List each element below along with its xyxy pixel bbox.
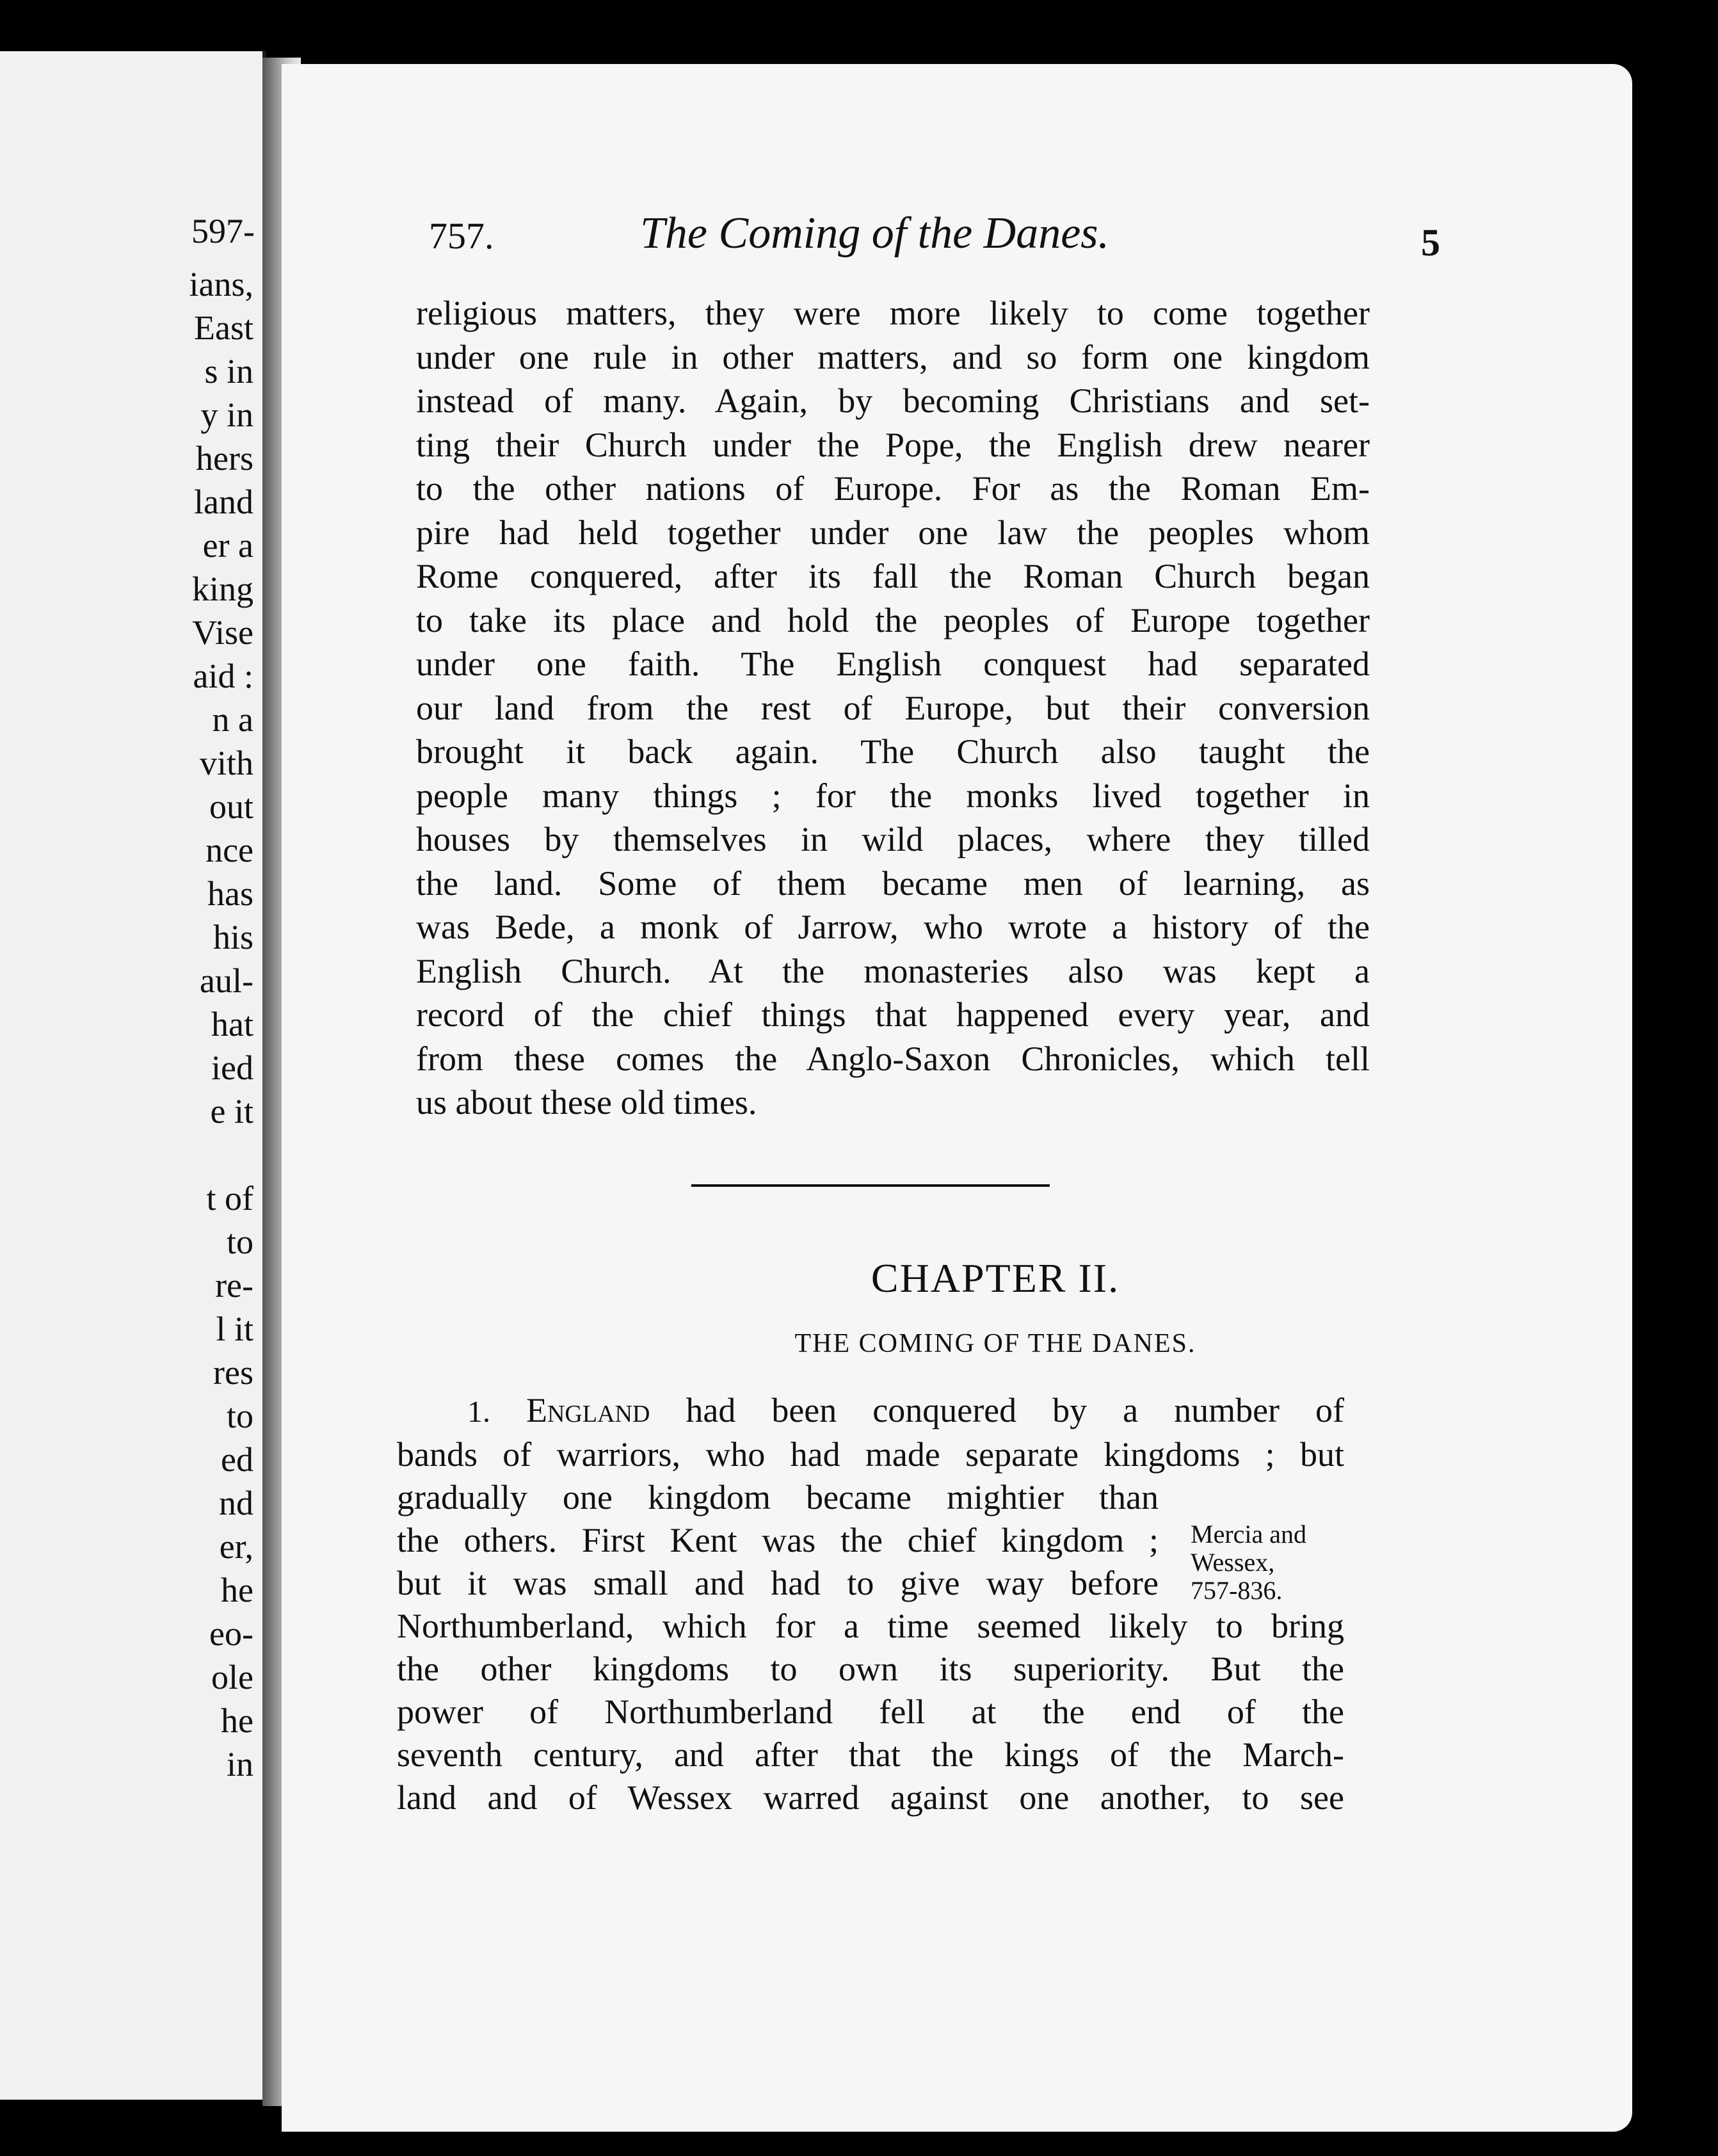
- text-line: to take its place and hold the peoples of Europe together: [416, 600, 1370, 640]
- text-line: but it was small and had to give way before: [397, 1564, 1159, 1602]
- text-line: pire had held together under one law the peoples whom: [416, 513, 1370, 552]
- section-line-text: had been conquered by a number of: [686, 1391, 1344, 1429]
- running-head-year: 757.: [429, 215, 494, 257]
- previous-page-line: l it: [216, 1310, 253, 1348]
- running-head: [429, 208, 1440, 266]
- previous-page-line: aid :: [193, 657, 253, 695]
- previous-page-line: ied: [211, 1049, 253, 1087]
- previous-page-line: ians,: [189, 265, 253, 303]
- margin-note-line: Mercia and: [1191, 1520, 1307, 1549]
- text-line: to the other nations of Europe. For as the Roman Em-: [416, 469, 1370, 508]
- text-line: [397, 1389, 1344, 1433]
- body-paragraph: [416, 291, 1370, 1125]
- previous-page-line: er,: [219, 1527, 253, 1566]
- book-page: [282, 64, 1632, 2132]
- previous-page-line: has: [207, 874, 253, 913]
- previous-page-line: s in: [204, 352, 253, 390]
- previous-page-text: [189, 262, 254, 1786]
- text-line: the others. First Kent was the chief kingdom ;: [397, 1521, 1159, 1559]
- text-line: the land. Some of them became men of learning, as: [416, 864, 1370, 903]
- text-line: people many things ; for the monks lived together in: [416, 776, 1370, 815]
- previous-page-header: 597-: [191, 212, 255, 250]
- previous-page-line: [189, 1133, 254, 1177]
- text-line: English Church. At the monasteries also was kept a: [416, 951, 1370, 990]
- section-divider: [691, 1184, 1050, 1187]
- text-line: bands of warriors, who had made separate kingdoms ; but: [397, 1435, 1344, 1474]
- text-line: houses by themselves in wild places, where they tilled: [416, 820, 1370, 858]
- previous-page-line: hers: [196, 439, 253, 478]
- text-line: power of Northumberland fell at the end of the: [397, 1693, 1344, 1731]
- previous-page-line: vith: [199, 744, 253, 782]
- section-number: 1.: [467, 1395, 490, 1429]
- previous-page-line: to: [226, 1223, 253, 1261]
- text-line: under one faith. The English conquest had separated: [416, 645, 1370, 683]
- previous-page-line: hat: [211, 1005, 253, 1043]
- text-line: was Bede, a monk of Jarrow, who wrote a history of the: [416, 908, 1370, 946]
- text-line: under one rule in other matters, and so form one kingdom: [416, 337, 1370, 376]
- text-line: brought it back again. The Church also taught the: [416, 732, 1370, 771]
- previous-page-line: Vise: [192, 613, 253, 652]
- previous-page-line: res: [213, 1353, 253, 1392]
- text-line: Rome conquered, after its fall the Roman Church began: [416, 557, 1370, 595]
- text-line: us about these old times.: [416, 1083, 757, 1122]
- previous-page-line: ed: [221, 1440, 253, 1479]
- chapter-heading: CHAPTER II.: [871, 1255, 1120, 1301]
- text-line: ting their Church under the Pope, the English drew nearer: [416, 425, 1370, 464]
- previous-page-line: n a: [212, 700, 253, 739]
- previous-page-fragment: [0, 51, 266, 2100]
- previous-page-line: eo-: [209, 1614, 253, 1653]
- margin-note: [1191, 1520, 1306, 1605]
- margin-note-line: Wessex,: [1191, 1548, 1275, 1577]
- previous-page-line: nd: [219, 1484, 253, 1522]
- page-number: 5: [1421, 221, 1440, 264]
- text-line: the other kingdoms to own its superiority. But the: [397, 1650, 1344, 1688]
- margin-note-line: 757-836.: [1191, 1576, 1283, 1605]
- section-first-word: England: [526, 1391, 650, 1429]
- text-line: our land from the rest of Europe, but their conversion: [416, 688, 1370, 727]
- previous-page-line: he: [221, 1701, 253, 1740]
- previous-page-line: he: [221, 1571, 253, 1609]
- previous-page-line: to: [226, 1397, 253, 1435]
- chapter-title: THE COMING OF THE DANES.: [794, 1329, 1196, 1358]
- previous-page-line: t of: [206, 1179, 253, 1218]
- previous-page-line: ole: [211, 1658, 253, 1696]
- text-line: seventh century, and after that the kings of the March-: [397, 1735, 1344, 1774]
- text-line: from these comes the Anglo-Saxon Chronicles, which tell: [416, 1039, 1370, 1078]
- previous-page-line: his: [213, 918, 253, 956]
- text-line: religious matters, they were more likely to come together: [416, 294, 1370, 332]
- previous-page-line: er a: [202, 526, 253, 565]
- text-line: Northumberland, which for a time seemed likely to bring: [397, 1607, 1344, 1645]
- text-line: record of the chief things that happened every year, and: [416, 995, 1370, 1034]
- text-line: land and of Wessex warred against one another, to see: [397, 1778, 1344, 1817]
- previous-page-line: king: [191, 570, 253, 608]
- previous-page-line: land: [194, 483, 253, 521]
- previous-page-line: aul-: [200, 961, 253, 1000]
- previous-page-line: y in: [200, 396, 253, 434]
- previous-page-line: in: [226, 1745, 253, 1783]
- text-line: instead of many. Again, by becoming Christians and set-: [416, 382, 1370, 420]
- previous-page-line: East: [194, 309, 253, 347]
- previous-page-line: nce: [205, 831, 253, 869]
- text-line: gradually one kingdom became mightier than: [397, 1478, 1159, 1516]
- previous-page-line: out: [209, 787, 253, 826]
- running-head-title: The Coming of the Danes.: [640, 209, 1110, 258]
- previous-page-line: re-: [215, 1266, 253, 1305]
- previous-page-line: e it: [210, 1092, 253, 1130]
